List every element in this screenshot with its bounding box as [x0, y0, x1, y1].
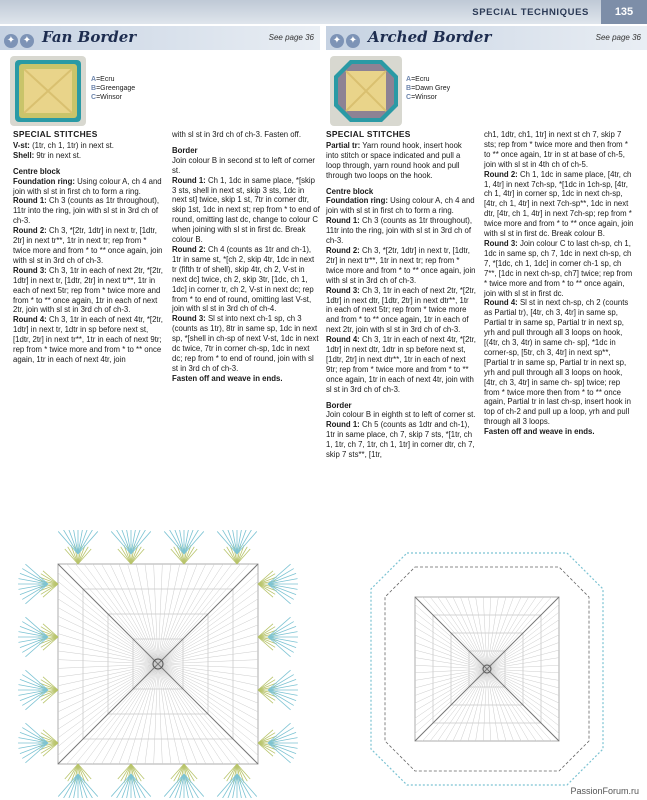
shell-stitch — [237, 774, 257, 797]
colour-letter: C — [406, 94, 412, 101]
shell-stitch — [237, 531, 257, 554]
subheading: Border — [326, 400, 352, 410]
pattern-title: Arched Border — [368, 28, 492, 46]
fan-border-colour-key — [91, 75, 135, 102]
instruction-paragraph: Join colour B in second st to left of corner st. — [172, 155, 316, 175]
shell-stitch — [184, 774, 204, 797]
instruction-paragraph: Round 3: Join colour C to last ch-sp, ch 1, 1dc in same sp, ch 7, 1dc in next ch-sp, ch 7, *[1dc, ch 1, 1dc] in corner ch-1 sp, ch 7**, [1dc in next ch-sp, ch7] twice; rep from * twice more and from * to ** once again, join with sl st in first dc. — [484, 238, 633, 298]
colour-name: =Greengage — [96, 85, 136, 92]
instruction-paragraph: Round 1: Ch 1, 1dc in same place, *[skip 3 sts, shell in next st, skip 3 sts, 1dc in next st] twice, skip 1 st, 7tr in corner dtr, skip 1st, 1dc in next st; rep from * to end of round, omitting last dc, change to colour C when joining with sl st in first dc. Break colour B. — [172, 175, 320, 245]
instruction-label: Round 4: — [13, 315, 47, 325]
instruction-label: Foundation ring: — [13, 176, 75, 186]
fan-border-column-2 — [172, 130, 320, 384]
instruction-label: Round 3: — [484, 238, 518, 248]
arched-border-column-2 — [484, 130, 634, 437]
shell-stitch — [268, 723, 291, 743]
star-icon: ✦ — [330, 34, 344, 48]
subheading: SPECIAL STITCHES — [326, 129, 411, 139]
instruction-label: Foundation ring: — [326, 196, 388, 206]
instruction-label: Round 2: — [484, 169, 518, 179]
shell-stitch — [164, 531, 184, 554]
shell-stitch — [217, 531, 237, 554]
shell-stitch — [25, 584, 48, 604]
shell-stitch — [268, 637, 291, 657]
instruction-label: Round 1: — [13, 196, 47, 206]
rating-stars — [330, 30, 362, 48]
instruction-paragraph: with sl st in 3rd ch of ch-3. Fasten off. — [172, 130, 301, 139]
shell-stitch — [131, 774, 151, 797]
subheading: Centre block — [13, 166, 61, 176]
colour-name: =Ecru — [96, 76, 115, 83]
instruction-label: Round 4: — [484, 298, 518, 308]
instruction-paragraph: Round 1: Ch 5 (counts as 1dtr and ch-1), 1tr in same place, ch 7, skip 7 sts, *[1tr, ch 1, 1tr, ch 7, 1tr, ch 1, 1tr] in corner dtr, ch 7, skip 7 sts**, [1tr, — [326, 420, 475, 460]
instruction-paragraph: Foundation ring: Using colour A, ch 4 and join with sl st in first ch to form a ring. — [13, 176, 162, 196]
instruction-paragraph: ch1, 1dtr, ch1, 1tr] in next st ch 7, skip 7 sts; rep from * twice more and then from * to ** once again, 1tr in st at base of ch-5, join with sl st in 4th ch of ch-5. — [484, 130, 628, 169]
instruction-paragraph: Round 2: Ch 4 (counts as 1tr and ch-1), 1tr in same st, *[ch 2, skip 4tr, 1dc in next tr (fifth tr of shell), skip 4tr, ch 2, V-st in next dc] twice, ch 2, skip 3tr, [1dc, ch 1, 1dc] in corner tr, ch 2, V-st in next dc; rep from * to end of round, omitting last V-st, join with sl st in 3rd ch of ch-4. — [172, 244, 315, 314]
see-page-ref: See page 36 — [268, 33, 314, 42]
shell-stitch — [217, 774, 237, 797]
arched-border-colour-key — [406, 75, 450, 102]
instruction-label: V-st: — [13, 140, 30, 150]
shell-stitch — [184, 531, 204, 554]
shell-stitch — [25, 617, 48, 637]
instruction-paragraph: Round 4: Ch 3, 1tr in each of next 4tr, *[2tr, 1dtr] in next tr, 1dtr in sp before next st, [1dtr, 2tr] in next tr**, 1tr in each of next 9tr; rep from * twice more and from * to ** once again, 1tr in each of next 4tr, join — [13, 315, 163, 364]
subheading: Centre block — [326, 186, 374, 196]
instruction-paragraph: Round 1: Ch 3 (counts as 1tr throughout), 11tr into the ring, join with sl st in 3rd ch of ch-3. — [326, 216, 473, 246]
colour-name: =Ecru — [411, 76, 430, 83]
instruction-label: Round 2: — [13, 226, 47, 236]
arched-border-title-bar — [326, 26, 647, 50]
instruction-label: Round 1: — [326, 216, 360, 226]
see-page-ref: See page 36 — [595, 33, 641, 42]
fan-border-swatch-photo — [10, 56, 86, 126]
shell-stitch — [25, 690, 48, 710]
instruction-paragraph: Partial tr: Yarn round hook, insert hook into stitch or space indicated and pull a loop through, yarn round hook and pull through two loops on the hook. — [326, 140, 462, 180]
shell-stitch — [111, 774, 131, 797]
shell-stitch — [164, 774, 184, 797]
fan-border-title-bar — [0, 26, 320, 50]
watermark: PassionForum.ru — [570, 786, 639, 796]
shell-stitch — [25, 743, 48, 763]
shell-stitch — [25, 670, 48, 690]
star-icon: ✦ — [346, 34, 360, 48]
running-header — [0, 0, 647, 24]
star-icon: ✦ — [20, 34, 34, 48]
shell-stitch — [78, 774, 98, 797]
arched-border-column-1 — [326, 130, 476, 460]
instruction-label: Round 2: — [326, 245, 360, 255]
colour-name: =Winsor — [96, 94, 122, 101]
arched-border-swatch-photo — [330, 56, 402, 126]
shell-stitch — [268, 564, 291, 584]
shell-stitch — [268, 690, 291, 710]
instruction-label: Fasten off and weave in ends. — [172, 373, 283, 383]
shell-stitch — [268, 670, 291, 690]
instruction-label: Round 3: — [326, 285, 360, 295]
rating-stars — [4, 30, 36, 48]
instruction-paragraph: Round 4: Sl st in next ch-sp, ch 2 (counts as Partial tr), [4tr, ch 3, 4tr] in same sp, Partial tr in same sp, Partial tr in next sp, yrh and pull through all 3 loops on hook, [(4tr, ch 3, 4tr) in same ch- sp], *1dc in corner-sp, [5tr, ch 3, 4tr] in next sp**, [Partial tr in same sp, Partial tr in next sp, yrh and pull through all 3 loops on hook, [4tr, ch 3, 4tr] in same ch- sp] twice; rep from * twice more then from * to ** once again, Partial tr in last ch-sp, insert hook in top of ch-2 and pull up a loop, yrh and pull through all 3 loops. — [484, 298, 631, 427]
shell-stitch — [25, 723, 48, 743]
shell-stitch — [111, 531, 131, 554]
shell-stitch — [131, 531, 151, 554]
instruction-label: Fasten off and weave in ends. — [484, 427, 595, 437]
shell-stitch — [268, 584, 291, 604]
instruction-paragraph: V-st: (1tr, ch 1, 1tr) in next st. — [13, 140, 114, 150]
instruction-paragraph: Round 4: Ch 3, 1tr in each of next 4tr, *[2tr, 1dtr] in next dtr, 1dtr in sp before next st, [1dtr, 2tr] in next dtr**, 1tr in each of next 9tr; rep from * twice more and from * to ** once again, 1tr in each of next 4tr, join with sl st in 3rd ch of ch-3. — [326, 335, 476, 394]
instruction-paragraph: Round 3: Sl st into next ch-1 sp, ch 3 (counts as 1tr), 8tr in same sp, 1dc in next sp, *[shell in ch-sp of next V-st, 1dc in next dc twice, 7tr in corner ch-sp, 1dc in next dc; rep from * to end of round, join with sl st in 3rd ch of ch-3. — [172, 314, 319, 373]
shell-stitch — [268, 617, 291, 637]
shell-stitch — [25, 564, 48, 584]
instruction-paragraph: Round 3: Ch 3, 1tr in each of next 2tr, *[2tr, 1dtr] in next dtr, [1dtr, 2tr] in next dtr**, 1tr in each of next 5tr; rep from * twice more and from * to ** once again, 1tr in each of next 2tr, join with sl st in 3rd ch of ch-3. — [326, 285, 476, 335]
instruction-paragraph: Round 2: Ch 3, *[2tr, 1dtr] in next tr, [1dtr, 2tr] in next tr**, 1tr in next tr; rep from * twice more and from * to ** once again, join with sl st in 3rd ch of ch-3. — [13, 226, 163, 265]
colour-letter: A — [406, 76, 412, 83]
instruction-paragraph: Round 3: Ch 3, 1tr in each of next 2tr, *[2tr, 1dtr] in next tr, [1dtr, 2tr] in next tr**, 1tr in each of next 5tr; rep from * twice more and from * to ** once again, 1tr in each of next 2tr, join with sl st in 3rd ch of ch-3. — [13, 265, 163, 315]
instruction-paragraph: Shell: 9tr in next st. — [13, 150, 82, 160]
instruction-label: Partial tr: — [326, 140, 361, 150]
arched-border-chart-diagram — [352, 548, 622, 790]
shell-stitch — [58, 531, 78, 554]
colour-letter: A — [91, 76, 97, 83]
instruction-paragraph: Foundation ring: Using colour A, ch 4 and join with sl st in first ch to form a ring. — [326, 196, 475, 216]
instruction-paragraph — [484, 427, 634, 437]
colour-letter: C — [91, 94, 97, 101]
section-label: SPECIAL TECHNIQUES — [472, 7, 589, 18]
shell-stitch — [58, 774, 78, 797]
instruction-label: Round 1: — [172, 175, 206, 185]
instruction-paragraph: Round 2: Ch 3, *[2tr, 1dtr] in next tr, [1dtr, 2tr] in next tr**, 1tr in next tr; rep from * twice more and from * to ** once again, join with sl st in 3rd ch of ch-3. — [326, 245, 476, 285]
page-number: 135 — [601, 0, 647, 24]
colour-letter: B — [91, 85, 97, 92]
instruction-label: Round 3: — [172, 314, 206, 324]
subheading: Border — [172, 145, 198, 155]
instruction-paragraph: Round 2: Ch 1, 1dc in same place, [4tr, ch 1, 4tr] in next 7ch-sp, *[1dc in 1ch-sp, [4tr, ch 1, 4tr] in corner sp, 1dc in next ch-sp, [4tr, ch 1, 4tr] in next 7ch-sp**, 1dc in next dtr, [4tr, ch 1, 4tr] in next 7ch-sp; rep from * twice more and from * to ** once again, join with sl st in first dc. Break colour B. — [484, 169, 634, 239]
colour-name: =Winsor — [411, 94, 437, 101]
instruction-paragraph: Round 1: Ch 3 (counts as 1tr throughout), 11tr into the ring, join with sl st in 3rd ch of ch-3. — [13, 196, 160, 226]
instruction-paragraph — [172, 374, 320, 384]
shell-stitch — [268, 743, 291, 763]
instruction-label: Round 3: — [13, 265, 47, 275]
pattern-title: Fan Border — [42, 28, 137, 46]
shell-stitch — [25, 637, 48, 657]
colour-letter: B — [406, 85, 412, 92]
colour-name: =Dawn Grey — [411, 85, 451, 92]
instruction-label: Round 2: — [172, 244, 206, 254]
star-icon: ✦ — [4, 34, 18, 48]
fan-border-column-1 — [13, 130, 163, 365]
fan-border-chart-diagram — [8, 530, 308, 798]
subheading: SPECIAL STITCHES — [13, 129, 98, 139]
instruction-label: Round 1: — [326, 420, 360, 430]
instruction-label: Shell: — [13, 150, 35, 160]
instruction-paragraph: Join colour B in eighth st to left of corner st. — [326, 410, 476, 420]
instruction-label: Round 4: — [326, 335, 360, 345]
shell-stitch — [78, 531, 98, 554]
